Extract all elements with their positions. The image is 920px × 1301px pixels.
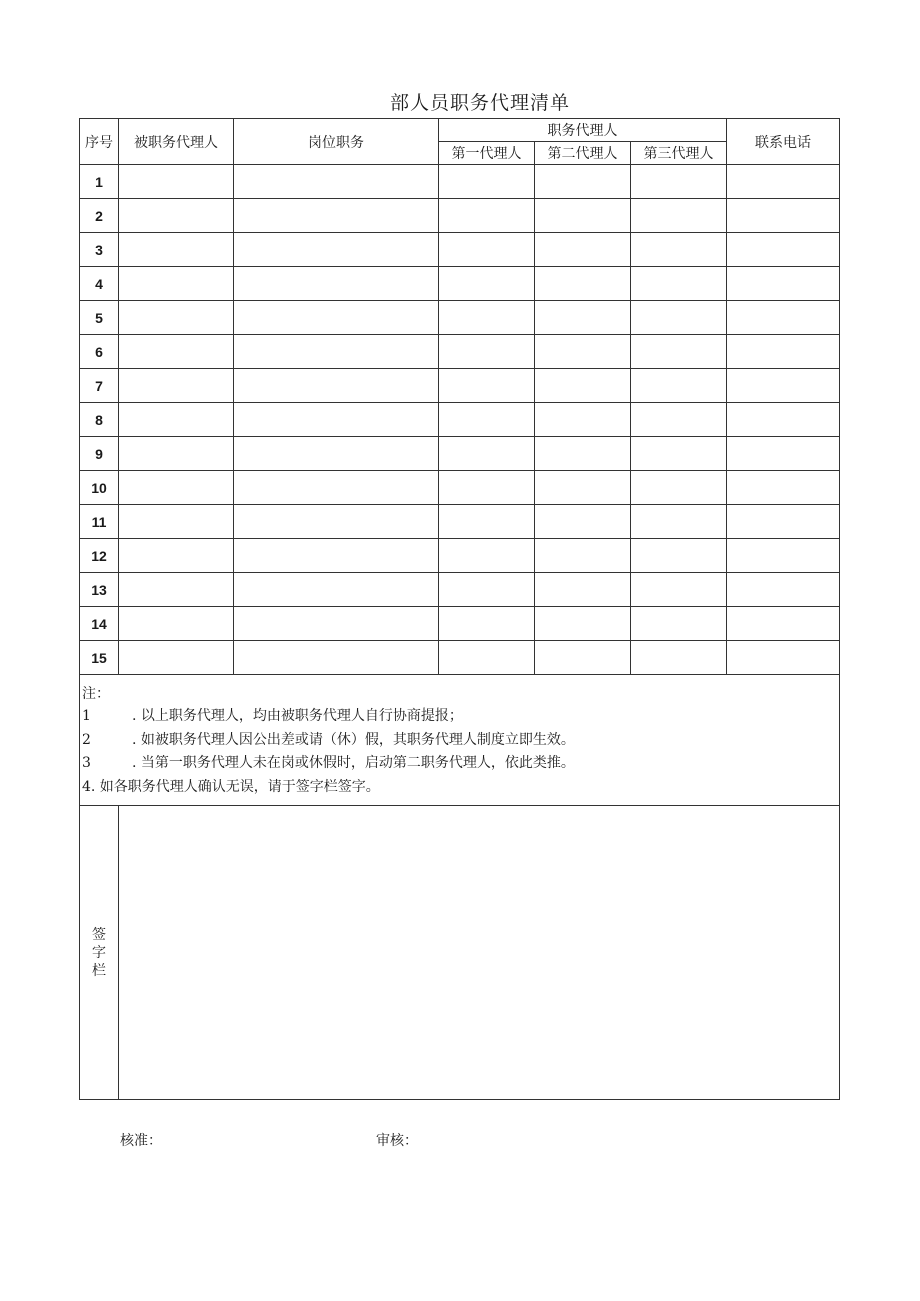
agent-2-cell[interactable] xyxy=(535,607,631,641)
row-number: 11 xyxy=(80,505,119,539)
agent-1-cell[interactable] xyxy=(439,607,535,641)
row-number: 3 xyxy=(80,233,119,267)
agent-1-cell[interactable] xyxy=(439,165,535,199)
note-item-2: 2 . 如被职务代理人因公出差或请（休）假，其职务代理人制度立即生效。 xyxy=(82,731,575,748)
position-cell[interactable] xyxy=(234,573,439,607)
table-row xyxy=(80,505,840,539)
agent-2-cell[interactable] xyxy=(535,539,631,573)
position-cell[interactable] xyxy=(234,607,439,641)
row-number: 15 xyxy=(80,641,119,675)
row-number: 2 xyxy=(80,199,119,233)
phone-cell[interactable] xyxy=(727,301,840,335)
note-item-4: 4. 如各职务代理人确认无误，请于签字栏签字。 xyxy=(82,778,380,795)
signature-label-cell xyxy=(80,806,119,1100)
phone-cell[interactable] xyxy=(727,199,840,233)
phone-cell[interactable] xyxy=(727,165,840,199)
agent-1-cell[interactable] xyxy=(439,267,535,301)
position-cell[interactable] xyxy=(234,437,439,471)
agent-1-cell[interactable] xyxy=(439,539,535,573)
position-cell[interactable] xyxy=(234,539,439,573)
note-item-1: 1 . 以上职务代理人，均由被职务代理人自行协商提报； xyxy=(82,708,463,724)
phone-cell[interactable] xyxy=(727,539,840,573)
header-agents-group: 职务代理人 xyxy=(439,119,727,142)
agent-2-cell[interactable] xyxy=(535,369,631,403)
delegator-cell[interactable] xyxy=(119,199,234,233)
table-row xyxy=(80,199,840,233)
table-row xyxy=(80,165,840,199)
agent-1-cell[interactable] xyxy=(439,641,535,675)
row-number: 5 xyxy=(80,301,119,335)
phone-cell[interactable] xyxy=(727,403,840,437)
agent-3-cell[interactable] xyxy=(631,403,727,437)
row-number: 7 xyxy=(80,369,119,403)
agent-1-cell[interactable] xyxy=(439,505,535,539)
row-number: 14 xyxy=(80,607,119,641)
header-position: 岗位职务 xyxy=(234,119,439,165)
agent-2-cell[interactable] xyxy=(535,335,631,369)
agent-2-cell[interactable] xyxy=(535,233,631,267)
table-row xyxy=(80,369,840,403)
table-row xyxy=(80,233,840,267)
agent-1-cell[interactable] xyxy=(439,471,535,505)
table-row xyxy=(80,335,840,369)
agent-1-cell[interactable] xyxy=(439,301,535,335)
approve-label: 核准： xyxy=(120,1133,162,1149)
row-number: 13 xyxy=(80,573,119,607)
header-seq: 序号 xyxy=(80,119,119,165)
notes-label: 注： xyxy=(82,686,110,702)
delegator-cell[interactable] xyxy=(119,267,234,301)
agent-3-cell[interactable] xyxy=(631,539,727,573)
agent-3-cell[interactable] xyxy=(631,505,727,539)
agent-3-cell[interactable] xyxy=(631,437,727,471)
notes-section xyxy=(80,675,840,806)
delegation-table xyxy=(79,118,840,1100)
row-number: 12 xyxy=(80,539,119,573)
delegator-cell[interactable] xyxy=(119,437,234,471)
position-cell[interactable] xyxy=(234,505,439,539)
agent-3-cell[interactable] xyxy=(631,641,727,675)
agent-2-cell[interactable] xyxy=(535,165,631,199)
table-row xyxy=(80,573,840,607)
row-number: 1 xyxy=(80,165,119,199)
agent-2-cell[interactable] xyxy=(535,573,631,607)
header-agent-3: 第三代理人 xyxy=(631,142,727,165)
delegator-cell[interactable] xyxy=(119,301,234,335)
table-row xyxy=(80,403,840,437)
phone-cell[interactable] xyxy=(727,437,840,471)
delegator-cell[interactable] xyxy=(119,641,234,675)
phone-cell[interactable] xyxy=(727,471,840,505)
agent-1-cell[interactable] xyxy=(439,403,535,437)
delegator-cell[interactable] xyxy=(119,403,234,437)
agent-3-cell[interactable] xyxy=(631,471,727,505)
phone-cell[interactable] xyxy=(727,233,840,267)
note-item-3: 3 . 当第一职务代理人未在岗或休假时，启动第二职务代理人，依此类推。 xyxy=(82,755,575,771)
delegator-cell[interactable] xyxy=(119,505,234,539)
agent-2-cell[interactable] xyxy=(535,267,631,301)
row-number: 4 xyxy=(80,267,119,301)
position-cell[interactable] xyxy=(234,267,439,301)
phone-cell[interactable] xyxy=(727,641,840,675)
row-number: 10 xyxy=(80,471,119,505)
agent-1-cell[interactable] xyxy=(439,335,535,369)
document-title: 部人员职务代理清单 xyxy=(389,92,570,114)
phone-cell[interactable] xyxy=(727,505,840,539)
phone-cell[interactable] xyxy=(727,369,840,403)
table-row xyxy=(80,539,840,573)
table-row xyxy=(80,471,840,505)
signature-area[interactable] xyxy=(119,806,840,1100)
agent-3-cell[interactable] xyxy=(631,267,727,301)
agent-2-cell[interactable] xyxy=(535,199,631,233)
agent-2-cell[interactable] xyxy=(535,301,631,335)
position-cell[interactable] xyxy=(234,335,439,369)
agent-1-cell[interactable] xyxy=(439,437,535,471)
header-delegator: 被职务代理人 xyxy=(119,119,234,165)
agent-1-cell[interactable] xyxy=(439,369,535,403)
agent-2-cell[interactable] xyxy=(535,505,631,539)
phone-cell[interactable] xyxy=(727,267,840,301)
delegator-cell[interactable] xyxy=(119,369,234,403)
agent-2-cell[interactable] xyxy=(535,403,631,437)
agent-3-cell[interactable] xyxy=(631,607,727,641)
delegator-cell[interactable] xyxy=(119,335,234,369)
row-number: 6 xyxy=(80,335,119,369)
table-row xyxy=(80,607,840,641)
agent-2-cell[interactable] xyxy=(535,641,631,675)
delegator-cell[interactable] xyxy=(119,165,234,199)
review-label: 审核： xyxy=(376,1133,418,1149)
position-cell[interactable] xyxy=(234,641,439,675)
position-cell[interactable] xyxy=(234,471,439,505)
header-agent-1: 第一代理人 xyxy=(439,142,535,165)
position-cell[interactable] xyxy=(234,165,439,199)
position-cell[interactable] xyxy=(234,199,439,233)
agent-3-cell[interactable] xyxy=(631,335,727,369)
delegator-cell[interactable] xyxy=(119,471,234,505)
phone-cell[interactable] xyxy=(727,573,840,607)
table-row xyxy=(80,267,840,301)
signature-label: 签字栏 xyxy=(92,926,106,979)
header-agent-2: 第二代理人 xyxy=(535,142,631,165)
agent-1-cell[interactable] xyxy=(439,233,535,267)
delegator-cell[interactable] xyxy=(119,539,234,573)
row-number: 8 xyxy=(80,403,119,437)
position-cell[interactable] xyxy=(234,403,439,437)
agent-3-cell[interactable] xyxy=(631,165,727,199)
agent-3-cell[interactable] xyxy=(631,573,727,607)
delegator-cell[interactable] xyxy=(119,573,234,607)
table-row xyxy=(80,301,840,335)
agent-1-cell[interactable] xyxy=(439,199,535,233)
position-cell[interactable] xyxy=(234,301,439,335)
agent-3-cell[interactable] xyxy=(631,369,727,403)
position-cell[interactable] xyxy=(234,369,439,403)
agent-3-cell[interactable] xyxy=(631,301,727,335)
position-cell[interactable] xyxy=(234,233,439,267)
table-row xyxy=(80,641,840,675)
row-number: 9 xyxy=(80,437,119,471)
table-row xyxy=(80,437,840,471)
phone-cell[interactable] xyxy=(727,607,840,641)
delegator-cell[interactable] xyxy=(119,607,234,641)
agent-1-cell[interactable] xyxy=(439,573,535,607)
agent-3-cell[interactable] xyxy=(631,199,727,233)
agent-3-cell[interactable] xyxy=(631,233,727,267)
agent-2-cell[interactable] xyxy=(535,471,631,505)
header-phone: 联系电话 xyxy=(727,119,840,165)
table-body xyxy=(80,165,840,675)
delegator-cell[interactable] xyxy=(119,233,234,267)
phone-cell[interactable] xyxy=(727,335,840,369)
agent-2-cell[interactable] xyxy=(535,437,631,471)
